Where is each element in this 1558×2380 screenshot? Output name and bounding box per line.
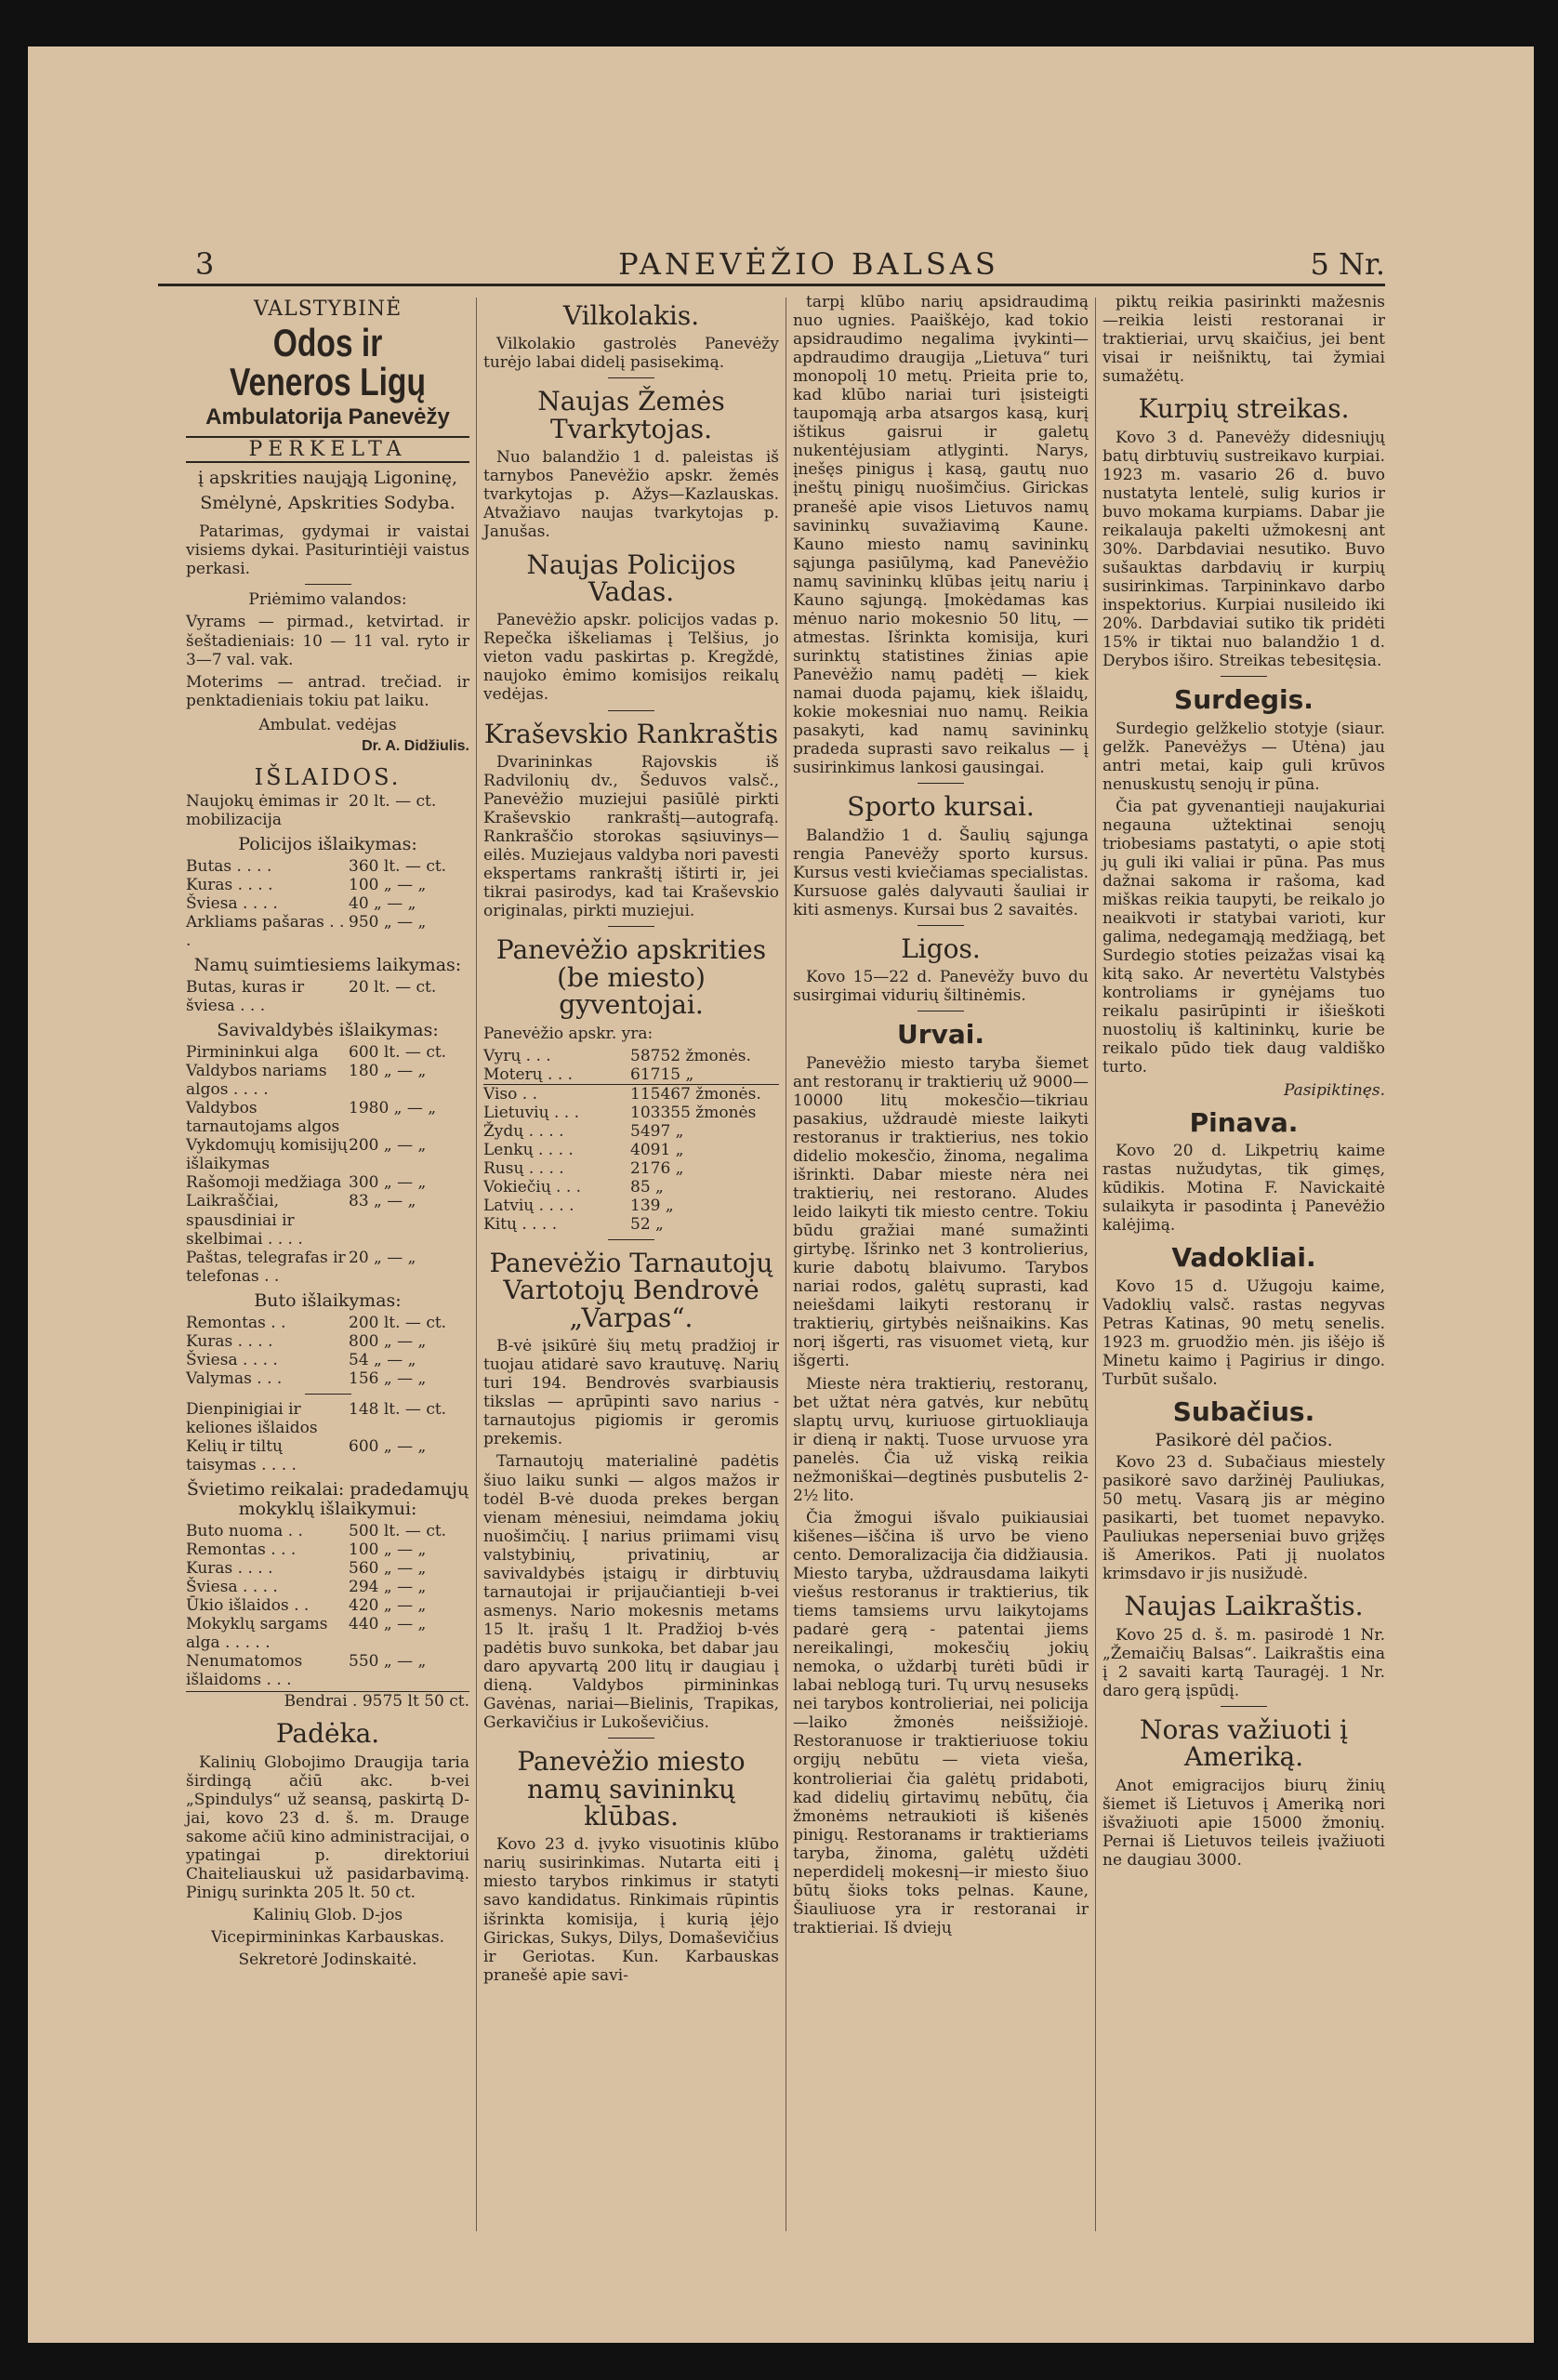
ad-text: Moterims — antrad. trečiad. ir penktadieniais tokiu pat laiku. (186, 672, 469, 710)
article-title: Panevėžio Tarnautojų Vartotojų Bendrovė „Varpas“. (489, 1248, 773, 1333)
total-row: Viso . . 115467 žmonės. (483, 1084, 779, 1104)
table-row: Pirmininkui alga 600 lt. — ct. (186, 1043, 447, 1063)
article-text: Vilkolakio gastrolės Panevėžy turėjo labai didelį pasisekimą. (483, 335, 779, 373)
article-title: Panevėžio miesto namų savininkų klūbas. (517, 1746, 746, 1831)
newspaper-page (28, 46, 1534, 2343)
article-text: Balandžio 1 d. Šaulių sąjunga rengia Panevėžy sporto kursus. Kursus vesti kviečiamas specialistas. Kursuose galės dalyvauti šauliai ir kiti asmenys. Kursai bus 2 savaitės. (793, 826, 1089, 919)
article-text: Mieste nėra traktierių, restoranų, bet užtat nėra gatvės, kur nebūtų slaptų urvų, kuriuose girtuokliauja ir dieną ir naktį. Tuose urvuose yra panelės. Čia už viską reikia nežmoniškai—degtinės pusbutelis 2-2½ lito. (793, 1374, 1089, 1505)
article-text: B-vė įsikūrė šių metų pradžioj ir tuojau atidarė savo krautuvę. Narių turi 194. Bendrovės svarbiausis tikslas — aprūpinti savo narius - tarnautojus pigiomis ir geromis prekemis. (483, 1337, 779, 1449)
table-row: Rašomoji medžiaga 300 „ — „ (186, 1173, 427, 1193)
article-title: Naujas Laikraštis. (1124, 1591, 1364, 1622)
table-row: Remontas . . 200 lt. — ct. (186, 1313, 447, 1332)
article-text: Kovo 20 d. Likpetrių kaime rastas nužudytas, tik gimęs, kūdikis. Motina F. Navickaitė sulaikyta ir pasodinta į Panevėžio kalėjimą. (1102, 1141, 1385, 1236)
total-row: Bendrai . 9575 lt 50 ct. (186, 1691, 469, 1711)
article-text: Čia žmogui išvalo puikiausiai kišenes—iščina iš urvo be vieno cento. Demoralizacija čia didžiausia. Miesto taryba, uždrausdama laikyti viešus restoranus ir traktierius, tik tiems tamsiems urvu laikytojams padarė gerą - patentai jiems nereikalingi, mokesčių jokių nemoka, o uždarbį turėti būdi ir labai neblogą turi. Tų urvų nesuseks nei tarybos kontrolieriai, nei policija—laiko žmonės neišsižiojė. Restoranuose ir traktieriuose tokiu orgijų nebūtu — vieta vieša, kontrolieriai čia galėtų pridaboti, kad didelių girtavimų nebūtų, čia žmonėms netraukioti iš kišenės pinigų. Restoranams ir traktieriams taryba, žinoma, galėtų uždėti neperdidelį mokesnį—ir miesto šiuo būtų šioks toks pelnas. Kaune, Šiauliuose yra ir restoranai ir traktieriai. Iš dviejų (793, 1508, 1089, 1937)
article-text: Čia pat gyvenantieji naujakuriai negauna užtektinai senojų triobesiams pastatyti, o apie stotį jų guli iki valiai ir pūna. Pas mus dažnai sakoma ir rašoma, kad miškas reikia taupyti, be reikalo jo neaikvoti ir statybai varioti, kur galima, nedegamąją medžiagą, bet Surdegio stoties peizažas visai ką kitą sako. Ar nevertėtu Valstybės kontroliams ir gynėjams tuo reikalu pasirūpinti ir išieškoti nuostolių iš kaltininkų, kurie be reikalo pūdo tiek daug valdiško turto. (1102, 797, 1385, 1078)
article-text: Panevėžio apskr. policijos vadas p. Repečka iškeliamas į Telšius, jo vieton vadu paskirtas p. Kregždė, naujoko ėmimo komisijos reikalų vedėjas. (483, 611, 779, 705)
ad-text: Patarimas, gydymai ir vaistai visiems dykai. Pasiturintiėji vaistus perkasi. (186, 522, 469, 579)
article-text: Panevėžio miesto taryba šiemet ant restoranų ir traktierių už 9000—10000 litų mokesčio—tikriau pasakius, uždraudė mieste laikyti restoranus ir traktierius, nes tokio didelio mokesčio, žinoma, negalima išrinkti. Dabar mieste nėra nei traktierių, nei restorano. Aludes leido laikyti tik miesto centre. Tokiu būdu gražiai mané sumažinti girtybę. Išrinko net 3 kontrolierius, kurie dabotų blaivumo. Tarybos nariai rodos, galėtų suprasti, kad neiešdami laikyti restoranų ir traktierių, girtybės neišnaikins. Kas norį išgerti, ras visuomet vietą, kur išgerti. (793, 1053, 1089, 1371)
divider (1221, 1706, 1267, 1707)
page-number: 3 (195, 246, 215, 282)
ad-name: Odos ir Veneros Ligų (230, 321, 426, 404)
column-4 (1102, 293, 1385, 1873)
page-header (158, 246, 1385, 286)
article-title: Sporto kursai. (847, 791, 1035, 823)
article-title: Panevėžio apskrities (be miesto) gyventojai. (495, 934, 767, 1021)
table-row: Šviesa . . . . 54 „ — „ (186, 1350, 416, 1369)
table-row: Šviesa . . . . 294 „ — „ (186, 1577, 427, 1596)
divider (918, 925, 964, 926)
article-text: Kalinių Globojimo Draugija taria širdingą ačiū akc. b-vei „Spindulys“ už seansą, paskirtą D-jai, kovo 23 d. š. m. Drauge sakome ačiū kino administracijai, o ypatingai p. direktoriui Chaiteliauskui už pasidarbavimą. Pinigų surinkta 205 lt. 50 ct. (186, 1752, 469, 1902)
column-2 (483, 293, 779, 1989)
article-title: Subačius. (1172, 1395, 1315, 1427)
table-row: Valymas . . . 156 „ — „ (186, 1368, 427, 1388)
signature: Sekretorė Jodinskaitė. (238, 1950, 417, 1970)
divider (305, 1394, 351, 1395)
signature: Kalinių Glob. D-jos (252, 1905, 403, 1924)
table-row: Butas, kuras ir šviesa . . . 20 lt. — ct. (186, 978, 437, 1016)
article-title: Urvai. (897, 1019, 984, 1051)
column-rule (476, 298, 477, 2231)
table-row: Paštas, telegrafas ir telefonas . . 20 „ — „ (186, 1248, 416, 1286)
ad-hours-title: Priėmimo valandos: (248, 590, 407, 610)
table-row: Lietuvių . . . 103355 žmonės (483, 1103, 757, 1122)
table-row: Šviesa . . . . 40 „ — „ (186, 894, 416, 914)
expenses-section (186, 765, 469, 1712)
article-title: Vadokliai. (1171, 1242, 1316, 1274)
article-title: Kurpių streikas. (1138, 393, 1350, 425)
table-row: Naujokų ėmimas ir mobilizacija 20 lt. — ct. (186, 792, 437, 830)
subsection-title: Savivaldybės išlaikymas: (217, 1020, 439, 1041)
table-row: Butas . . . . 360 lt. — ct. (186, 856, 447, 876)
article-text: Kovo 15—22 d. Panevėžy buvo du susirgimai vidurių šiltinėmis. (793, 968, 1089, 1006)
divider (608, 710, 654, 711)
clinic-ad (186, 298, 469, 756)
table-row: Kitų . . . . 52 „ (483, 1214, 664, 1234)
table-row: Remontas . . . 100 „ — „ (186, 1540, 427, 1559)
column-3 (793, 293, 1089, 1941)
section-title: IŠLAIDOS. (254, 763, 402, 790)
article-title: Naujas Policijos Vadas. (526, 549, 736, 607)
column-rule (1095, 298, 1096, 2231)
ad-text: Vyrams — pirmad., ketvirtad. ir šeštadieniais: 10 — 11 val. ryto ir 3—7 val. vak. (186, 613, 469, 669)
ad-doctor: Dr. A. Didžiulis. (362, 737, 469, 754)
article-text: Kovo 23 d. įvyko visuotinis klūbo narių susirinkimas. Nutarta eiti į miesto tarybos rinkimus ir statyti savo kandidatus. Rinkimais rūpintis išrinkta komisija, į kurią įėjo Girickas, Sukys, Dilys, Domaševičius ir Geriotas. Kun. Karbauskas pranešė apie savi- (483, 1835, 779, 1985)
table-row: Vykdomųjų komisijų išlaikymas 200 „ — „ (186, 1136, 427, 1174)
ad-addr: Smėlynė, Apskrities Sodyba. (200, 492, 456, 513)
article-subtitle: Pasikorė dėl pačios. (1155, 1430, 1333, 1451)
table-row: Vyrų . . . 58752 žmonės. (483, 1046, 751, 1065)
table-row: Mokyklų sargams alga . . . . . 440 „ — „ (186, 1614, 427, 1653)
article-title: Ligos. (901, 932, 981, 964)
article-title: Kraševskio Rankraštis (483, 718, 779, 749)
thanks-article (186, 1720, 469, 1969)
ad-top: VALSTYBINĖ (253, 298, 403, 321)
ad-moved: PERKELTA (186, 436, 469, 464)
article-text: Dvarininkas Rajovskis iš Radvilonių dv., Šeduvos valsč., Panevėžio muziejui pasiūlė pirkti Kraševskio rankraštį—autografą. Rankraščio storokas sąsiuvinys—eilės. Muziejaus valdyba nori pavesti ekspertams rankraštį ištirti ir, jei tikrai pasirodys, kad tai Kraševskio originalas, pirkti muziejui. (483, 752, 779, 921)
subsection-title: Policijos išlaikymas: (238, 834, 417, 855)
article-title: Noras važiuoti į Ameriką. (1140, 1714, 1348, 1773)
subsection-title: Švietimo reikalai: pradedamųjų mokyklų išlaikymui: (186, 1478, 469, 1519)
table-row: Kuras . . . . 100 „ — „ (186, 876, 427, 895)
article-text: Kovo 25 d. š. m. pasirodė 1 Nr. „Žemaičių Balsas“. Laikraštis eina į 2 savaiti kartą Tauragėj. 1 Nr. daro gerą įspūdį. (1102, 1625, 1385, 1700)
divider (305, 584, 351, 585)
signature: Pasipiktinęs. (1284, 1080, 1385, 1100)
divider (918, 1011, 964, 1012)
table-row: Kelių ir tiltų taisymas . . . . 600 „ — „ (186, 1436, 427, 1474)
article-text: piktų reikia pasirinkti mažesnis —reikia leisti restoranai ir traktieriai, urvų skaičius, jei bent visai ir neišniktų, tai žymiai sumažėtų. (1102, 293, 1385, 387)
article-text: Panevėžio apskr. yra: (483, 1024, 654, 1043)
article-title: Naujas Žemės Tvarkytojas. (537, 386, 725, 444)
divider (918, 783, 964, 784)
article-text: tarpį klūbo narių apsidraudimą nuo ugnies. Paaiškėjo, kad tokio apsidraudimo negalima įvykinti—apdraudimo draugija „Lietuva“ turi monopolį 10 metų. Prieita prie to, kad klūbo nariai turi įsisteigti taupomąją arba atsargos kasą, kurį ištikus gaisrui ir galetų nukentėjusiam atlyginti. Narys, įnešęs pinigus į kasą, gautų nuo įneštų pinigų nuošimčius. Girickas pranešė apie visos Lietuvos namų savininkų suvažiavimą Kaune. Kauno miesto namų savininkų sąjunga pasiūlymą, kad Panevėžio namų savininkų klūbas įeitų nariu į Kauno sąjungą. Įmokėdamas kas mėnuo nario mokesnio 50 litų, — atmestas. Išrinkta komisija, kuri surinktų statistines žinias apie Panevėžio namų padėtį — kiek namai duoda pajamų, kiek išlaidų, kokie mokesniai nuo namų. Reikia pasakyti, kad namų savininkų pradeda suprasti savo reikalus — į susirinkimus lankosi gausingai. (793, 293, 1089, 778)
article-text: Kovo 23 d. Subačiaus miestely pasikorė savo daržinėj Pauliukas, 50 metų. Vasarą jis ar mėgino pasikarti, bet tuomet nepavyko. Pauliukas neperseniai buvo grįžęs iš Amerikos. Pati jį nuolatos krimsdavo ir jis nusižudė. (1102, 1453, 1385, 1584)
table-row: Žydų . . . . 5497 „ (483, 1121, 684, 1141)
table-row: Valdybos nariams algos . . . . 180 „ — „ (186, 1062, 427, 1100)
issue-number: 5 Nr. (1310, 246, 1385, 282)
table-row: Arkliams pašaras . . . 950 „ — „ (186, 913, 427, 951)
divider (608, 926, 654, 927)
table-row: Dienpinigiai ir keliones išlaidos 148 lt. — ct. (186, 1399, 447, 1437)
table-row: Lenkų . . . . 4091 „ (483, 1140, 684, 1159)
signature: Vicepirmininkas Karbauskas. (210, 1928, 445, 1948)
divider (608, 1239, 654, 1240)
table-row: Laikraščiai, spausdiniai ir skelbimai . . . . 83 „ — „ (186, 1192, 416, 1249)
article-text: Kovo 3 d. Panevėžy didesniųjų batų dirbtuvių sustreikavo kurpiai. 1923 m. vasario 26 d. buvo nustatyta lentelė, sulig kurios ir buvo mokama kurpiams. Dabar jie reikalauja pakelti užmokesnį ant 30%. Darbdaviai nesutiko. Buvo sušauktas darbdavių ir kurpių susirinkimas. Tarpininkavo darbo inspektorius. Kurpiai nusileido iki 20%. Darbdaviai sutiko tik pridėti 15% ir tiktai nuo balandžio 1 d. Derybos iširo. Streikas tebesitęsia. (1102, 428, 1385, 671)
table-row: Rusų . . . . 2176 „ (483, 1158, 684, 1178)
table-row: Kuras . . . . 800 „ — „ (186, 1331, 427, 1351)
article-title: Padėka. (275, 1718, 380, 1750)
table-row: Kuras . . . . 560 „ — „ (186, 1558, 427, 1578)
table-row: Valdybos tarnautojams algos 1980 „ — „ (186, 1099, 437, 1137)
column-1 (186, 293, 469, 1973)
article-title: Vilkolakis. (562, 300, 700, 331)
ad-addr: į apskrities naująją Ligoninę, (197, 468, 458, 489)
page-content (158, 195, 1385, 2296)
article-text: Tarnautojų materialinė padėtis šiuo laiku sunki — algos mažos ir todėl B-vė duoda prekes bergan vienam mėnesiui, neimdama jokių nuošimčių. Į narius priimami visų valstybinių, privatinių, ar savivaldybės įstaigų ir dirbtuvių tarnautojai ir prijaučiantieji b-vei asmenys. Nario mokesnis metams 15 lt. įrašų 1 lt. Pradžioj b-vės padėtis buvo sunkoka, bet dabar jau daro apyvartą 200 litų ir daugiau į dieną. Valdybos pirmininkas Gavėnas, nariai—Bielinis, Trapikas, Gerkavičius ir Lukoševičius. (483, 1452, 779, 1733)
article-title: Pinava. (1189, 1106, 1299, 1138)
divider (608, 377, 654, 378)
table-row: Moterų . . . 61715 „ (483, 1064, 694, 1084)
article-title: Surdegis. (1174, 684, 1314, 716)
divider (608, 1738, 654, 1739)
table-row: Nenumatomos išlaidoms . . . 550 „ — „ (186, 1652, 427, 1690)
article-text: Nuo balandžio 1 d. paleistas iš tarnybos Panevėžio apskr. žemės tvarkytojas p. Ažys—Kazlauskas. Atvažiavo naujas tvarkytojas p. Janušas. (483, 448, 779, 542)
ad-subname: Ambulatorija Panevėžy (205, 404, 450, 430)
subsection-title: Buto išlaikymas: (254, 1289, 402, 1311)
ad-head: Ambulat. vedėjas (258, 715, 397, 734)
article-text: Anot emigracijos biurų žinių šiemet iš Lietuvos į Ameriką nori išvažiuoti apie 15000 žmonių. Pernai iš Lietuvos teileis įvažiuoti ne daugiau 3000. (1102, 1776, 1385, 1871)
newspaper-title: PANEVĖŽIO BALSAS (618, 246, 999, 282)
article-text: Kovo 15 d. Užugoju kaime, Vadoklių valsč. rastas negyvas Petras Katinas, 90 metų senelis. 1923 m. gruodžio mėn. jis išėjo iš Minetu kaimo į Pagirius ir dingo. Turbūt sušalo. (1102, 1276, 1385, 1389)
table-row: Buto nuoma . . 500 lt. — ct. (186, 1521, 447, 1540)
divider (1221, 676, 1267, 677)
subsection-title: Namų suimtiesiems laikymas: (193, 955, 462, 976)
table-row: Latvių . . . . 139 „ (483, 1196, 674, 1215)
table-row: Vokiečių . . . 85 „ (483, 1177, 664, 1197)
article-text: Surdegio gelžkelio stotyje (siaur. gelžk. Panevėžys — Utėna) jau antri metai, kaip guli krūvos nenuskustų senojų ir pūna. (1102, 719, 1385, 794)
table-row: Ūkio išlaidos . . 420 „ — „ (186, 1595, 427, 1615)
